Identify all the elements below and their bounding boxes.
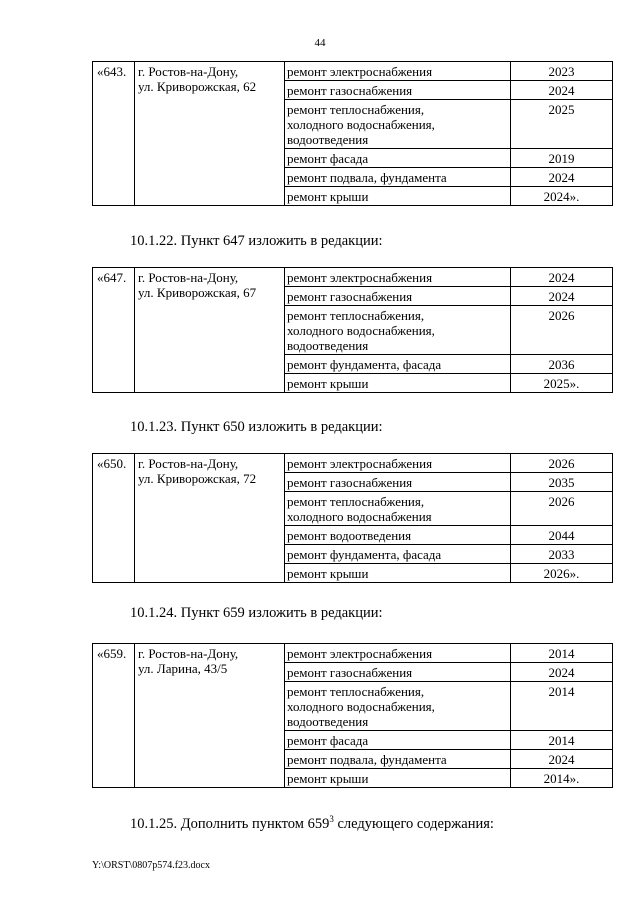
work-type-cell <box>285 168 511 187</box>
address-cell <box>135 644 285 788</box>
work-type-line: ремонт теплоснабжения, <box>287 102 425 117</box>
work-type-line: ремонт водоотведения <box>287 528 412 543</box>
table-row <box>93 62 613 81</box>
work-type-line: ремонт фасада <box>287 151 369 166</box>
work-type-line: водоотведения <box>287 338 369 353</box>
table-row <box>93 454 613 473</box>
work-type-line: ремонт газоснабжения <box>287 83 413 98</box>
work-type-cell <box>285 149 511 168</box>
year-cell: 2025». <box>511 374 613 393</box>
year-cell: 2024 <box>511 268 613 287</box>
item-number: «650. <box>93 454 135 583</box>
address-line: г. Ростов-на-Дону, <box>138 270 239 285</box>
item-number: «647. <box>93 268 135 393</box>
work-type-line: ремонт теплоснабжения, <box>287 494 425 509</box>
year-cell: 2044 <box>511 526 613 545</box>
item-number: «643. <box>93 62 135 206</box>
paragraph-text: 10.1.25. Дополнить пунктом 659 <box>130 816 330 832</box>
work-type-line: ремонт электроснабжения <box>287 64 433 79</box>
file-path-footer: Y:\ORST\0807p574.f23.docx <box>92 860 210 871</box>
year-cell: 2019 <box>511 149 613 168</box>
work-type-cell <box>285 374 511 393</box>
year-cell: 2024 <box>511 287 613 306</box>
work-type-line: холодного водоснабжения, <box>287 323 435 338</box>
work-type-cell <box>285 750 511 769</box>
address-cell <box>135 268 285 393</box>
year-cell: 2025 <box>511 100 613 149</box>
work-type-cell <box>285 473 511 492</box>
address-line: ул. Ларина, 43/5 <box>138 661 228 676</box>
address-line: ул. Криворожская, 62 <box>138 79 257 94</box>
paragraph-10-1-23: 10.1.23. Пункт 650 изложить в редакции: <box>130 419 383 435</box>
work-type-cell <box>285 682 511 731</box>
year-cell: 2014 <box>511 731 613 750</box>
work-type-cell <box>285 731 511 750</box>
work-type-cell <box>285 187 511 206</box>
table-item-659 <box>92 643 613 788</box>
year-cell: 2036 <box>511 355 613 374</box>
address-line: г. Ростов-на-Дону, <box>138 64 239 79</box>
work-type-line: ремонт электроснабжения <box>287 646 433 661</box>
work-type-line: ремонт крыши <box>287 566 369 581</box>
work-type-cell <box>285 100 511 149</box>
paragraph-10-1-22: 10.1.22. Пункт 647 изложить в редакции: <box>130 233 383 249</box>
address-cell <box>135 454 285 583</box>
work-type-cell <box>285 769 511 788</box>
work-type-line: ремонт крыши <box>287 771 369 786</box>
work-type-line: ремонт подвала, фундамента <box>287 170 447 185</box>
work-type-line: ремонт газоснабжения <box>287 289 413 304</box>
year-cell: 2024 <box>511 663 613 682</box>
year-cell: 2026». <box>511 564 613 583</box>
address-line: ул. Криворожская, 72 <box>138 471 257 486</box>
work-type-line: холодного водоснабжения <box>287 509 432 524</box>
page-number: 44 <box>314 37 326 49</box>
paragraph-10-1-25 <box>130 816 494 833</box>
year-cell: 2014». <box>511 769 613 788</box>
work-type-line: ремонт крыши <box>287 189 369 204</box>
table-row <box>93 268 613 287</box>
work-type-line: ремонт газоснабжения <box>287 475 413 490</box>
table-item-650 <box>92 453 613 583</box>
work-type-line: ремонт электроснабжения <box>287 456 433 471</box>
work-type-cell <box>285 526 511 545</box>
work-type-cell <box>285 287 511 306</box>
work-type-line: ремонт фасада <box>287 733 369 748</box>
work-type-cell <box>285 355 511 374</box>
work-type-line: ремонт фундамента, фасада <box>287 357 442 372</box>
paragraph-10-1-24: 10.1.24. Пункт 659 изложить в редакции: <box>130 605 383 621</box>
work-type-line: ремонт теплоснабжения, <box>287 308 425 323</box>
work-type-cell <box>285 545 511 564</box>
address-cell <box>135 62 285 206</box>
work-type-line: ремонт фундамента, фасада <box>287 547 442 562</box>
year-cell: 2014 <box>511 644 613 663</box>
year-cell: 2026 <box>511 454 613 473</box>
year-cell: 2035 <box>511 473 613 492</box>
work-type-line: ремонт теплоснабжения, <box>287 684 425 699</box>
work-type-line: ремонт газоснабжения <box>287 665 413 680</box>
year-cell: 2023 <box>511 62 613 81</box>
work-type-cell <box>285 564 511 583</box>
work-type-cell <box>285 268 511 287</box>
table-item-643 <box>92 61 613 206</box>
superscript: 3 <box>329 814 334 824</box>
address-line: ул. Криворожская, 67 <box>138 285 257 300</box>
work-type-cell <box>285 454 511 473</box>
work-type-line: ремонт крыши <box>287 376 369 391</box>
work-type-line: водоотведения <box>287 132 369 147</box>
year-cell: 2026 <box>511 306 613 355</box>
work-type-line: ремонт электроснабжения <box>287 270 433 285</box>
work-type-cell <box>285 81 511 100</box>
address-line: г. Ростов-на-Дону, <box>138 646 239 661</box>
year-cell: 2033 <box>511 545 613 564</box>
work-type-line: холодного водоснабжения, <box>287 699 435 714</box>
year-cell: 2026 <box>511 492 613 526</box>
work-type-cell <box>285 663 511 682</box>
table-item-647 <box>92 267 613 393</box>
address-line: г. Ростов-на-Дону, <box>138 456 239 471</box>
year-cell: 2024 <box>511 168 613 187</box>
year-cell: 2024 <box>511 750 613 769</box>
table-row <box>93 644 613 663</box>
year-cell: 2024 <box>511 81 613 100</box>
work-type-cell <box>285 306 511 355</box>
item-number: «659. <box>93 644 135 788</box>
work-type-line: холодного водоснабжения, <box>287 117 435 132</box>
work-type-cell <box>285 492 511 526</box>
work-type-line: водоотведения <box>287 714 369 729</box>
work-type-cell <box>285 644 511 663</box>
paragraph-text-tail: следующего содержания: <box>333 816 494 832</box>
work-type-line: ремонт подвала, фундамента <box>287 752 447 767</box>
work-type-cell <box>285 62 511 81</box>
year-cell: 2024». <box>511 187 613 206</box>
year-cell: 2014 <box>511 682 613 731</box>
